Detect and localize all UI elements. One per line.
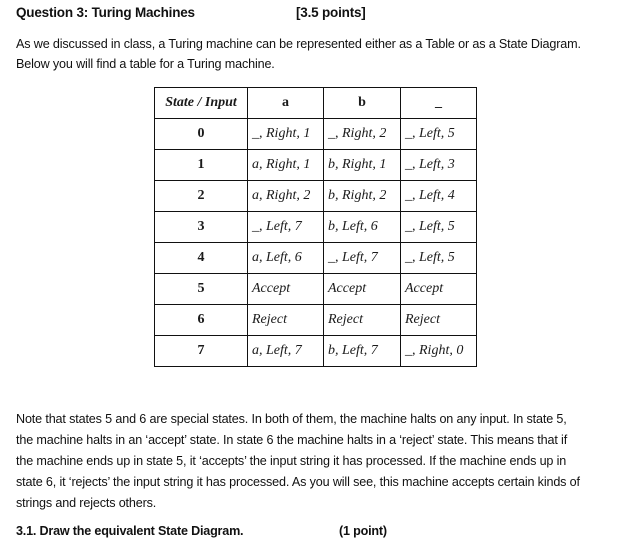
table-row bbox=[155, 243, 477, 274]
state-cell: 4 bbox=[155, 243, 248, 274]
table-row bbox=[155, 274, 477, 305]
table-row bbox=[155, 119, 477, 150]
state-cell: 5 bbox=[155, 274, 248, 305]
transition-blank: _, Left, 5 bbox=[401, 119, 477, 150]
header-input-a: a bbox=[248, 88, 324, 119]
transition-a: a, Right, 2 bbox=[248, 181, 324, 212]
table-row bbox=[155, 181, 477, 212]
note-line-4: state 6, it ‘rejects’ the input string it has processed. As you will see, this machine accepts certain kinds of bbox=[16, 475, 580, 489]
transition-blank: _, Left, 5 bbox=[401, 212, 477, 243]
note-line-5: strings and rejects others. bbox=[16, 496, 157, 510]
state-cell: 0 bbox=[155, 119, 248, 150]
turing-machine-table bbox=[154, 87, 477, 367]
transition-b: b, Left, 6 bbox=[324, 212, 401, 243]
transition-b: b, Right, 2 bbox=[324, 181, 401, 212]
transition-blank: _, Right, 0 bbox=[401, 336, 477, 367]
transition-a: a, Left, 6 bbox=[248, 243, 324, 274]
transition-blank: Reject bbox=[401, 305, 477, 336]
state-cell: 7 bbox=[155, 336, 248, 367]
table-row bbox=[155, 305, 477, 336]
header-state-input: State / Input bbox=[155, 88, 248, 119]
state-cell: 6 bbox=[155, 305, 248, 336]
transition-a: Accept bbox=[248, 274, 324, 305]
transition-b: b, Left, 7 bbox=[324, 336, 401, 367]
table-row bbox=[155, 212, 477, 243]
note-line-1: Note that states 5 and 6 are special states. In both of them, the machine halts on any input. In state 5, bbox=[16, 412, 567, 426]
transition-a: _, Right, 1 bbox=[248, 119, 324, 150]
transition-a: _, Left, 7 bbox=[248, 212, 324, 243]
header-input-b: b bbox=[324, 88, 401, 119]
transition-b: b, Right, 1 bbox=[324, 150, 401, 181]
note-line-3: the machine ends up in state 5, it ‘accepts’ the input string it has processed. If the machine ends up in bbox=[16, 454, 567, 468]
table-header-row bbox=[155, 88, 477, 119]
intro-line-2: Below you will find a table for a Turing machine. bbox=[16, 57, 275, 71]
transition-a: Reject bbox=[248, 305, 324, 336]
transition-blank: Accept bbox=[401, 274, 477, 305]
transition-b: _, Right, 2 bbox=[324, 119, 401, 150]
table-row bbox=[155, 336, 477, 367]
question-title: Question 3: Turing Machines bbox=[16, 5, 195, 20]
transition-b: Reject bbox=[324, 305, 401, 336]
transition-blank: _, Left, 3 bbox=[401, 150, 477, 181]
state-cell: 3 bbox=[155, 212, 248, 243]
subquestion-points: (1 point) bbox=[339, 524, 387, 538]
transition-a: a, Left, 7 bbox=[248, 336, 324, 367]
note-line-2: the machine halts in an ‘accept’ state. In state 6 the machine halts in a ‘reject’ state. This means that if bbox=[16, 433, 568, 447]
intro-line-1: As we discussed in class, a Turing machine can be represented either as a Table or as a State Diagram. bbox=[16, 37, 581, 51]
table-row bbox=[155, 150, 477, 181]
transition-b: _, Left, 7 bbox=[324, 243, 401, 274]
transition-blank: _, Left, 4 bbox=[401, 181, 477, 212]
state-cell: 2 bbox=[155, 181, 248, 212]
subquestion-title: 3.1. Draw the equivalent State Diagram. bbox=[16, 524, 244, 538]
header-input-blank: _ bbox=[401, 88, 477, 119]
transition-a: a, Right, 1 bbox=[248, 150, 324, 181]
state-cell: 1 bbox=[155, 150, 248, 181]
question-points: [3.5 points] bbox=[296, 5, 366, 20]
transition-b: Accept bbox=[324, 274, 401, 305]
transition-blank: _, Left, 5 bbox=[401, 243, 477, 274]
